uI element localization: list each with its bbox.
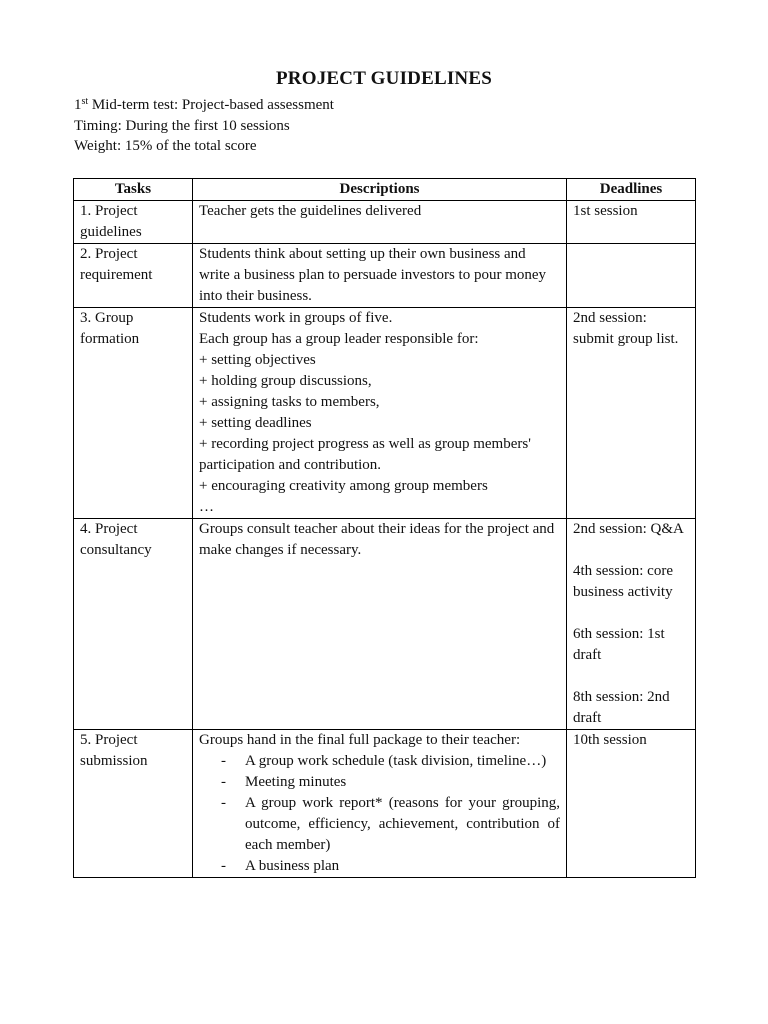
responsibility-item: + setting deadlines <box>199 415 312 431</box>
responsibility-item: + assigning tasks to members, <box>199 394 380 410</box>
table-row <box>74 730 696 878</box>
guidelines-table <box>73 178 696 878</box>
task-cell: 1. Project guidelines <box>74 201 193 244</box>
deadline-line: 1st session <box>573 203 638 219</box>
deadline-line: 6th session: 1st draft <box>573 626 665 663</box>
table-row <box>74 201 696 244</box>
deadline-cell <box>567 201 696 244</box>
deadline-cell <box>567 308 696 519</box>
table-row <box>74 244 696 308</box>
header-tasks: Tasks <box>74 179 193 201</box>
assessment-type-line <box>74 95 334 116</box>
page-title: PROJECT GUIDELINES <box>276 68 492 89</box>
header-deadlines: Deadlines <box>567 179 696 201</box>
task-cell: 2. Project requirement <box>74 244 193 308</box>
list-item: - A group work schedule (task division, timeline…) <box>199 751 560 772</box>
ordinal-suffix: st <box>81 96 89 107</box>
deadline-line: 4th session: core business activity <box>573 563 673 600</box>
task-cell: 5. Project submission <box>74 730 193 878</box>
deadline-line: 2nd session: submit group list. <box>573 310 679 347</box>
weight-line: Weight: 15% of the total score <box>74 138 257 154</box>
list-item: - A business plan <box>199 856 560 877</box>
ordinal-number: 1 <box>74 97 82 113</box>
description-cell <box>193 201 567 244</box>
responsibility-item: + holding group discussions, <box>199 373 372 389</box>
deadline-cell <box>567 519 696 730</box>
description-line: Students think about setting up their own business and write a business plan to persuade investors to pour money into their business. <box>199 246 547 304</box>
assessment-info <box>74 95 334 157</box>
task-cell: 3. Group formation <box>74 308 193 519</box>
table-row <box>74 519 696 730</box>
table-row <box>74 308 696 519</box>
timing-line: Timing: During the first 10 sessions <box>74 117 290 134</box>
header-descriptions: Descriptions <box>193 179 567 201</box>
deadline-line: 2nd session: Q&A <box>573 521 684 537</box>
description-line: Students work in groups of five. <box>199 310 393 326</box>
responsibility-item: + setting objectives <box>199 352 316 368</box>
description-cell <box>193 519 567 730</box>
description-line: Teacher gets the guidelines delivered <box>199 203 422 219</box>
deadline-line: 10th session <box>573 732 647 748</box>
responsibility-item: + recording project progress as well as group members' participation and contribution. <box>199 436 531 473</box>
list-item: - Meeting minutes <box>199 772 560 793</box>
list-item: - A group work report* (reasons for your grouping, outcome, efficiency, achievement, contribution of each member) <box>199 793 560 856</box>
task-cell: 4. Project consultancy <box>74 519 193 730</box>
description-line: Groups consult teacher about their ideas for the project and make changes if necessary. <box>199 521 555 558</box>
deadline-line: 8th session: 2nd draft <box>573 689 670 726</box>
responsibility-item: + encouraging creativity among group members <box>199 478 488 494</box>
deadline-cell <box>567 730 696 878</box>
description-cell <box>193 244 567 308</box>
description-cell <box>193 308 567 519</box>
ellipsis: … <box>199 499 214 515</box>
description-cell <box>193 730 567 878</box>
assessment-type-text: Mid-term test: Project-based assessment <box>88 97 334 113</box>
description-line: Each group has a group leader responsible for: <box>199 331 479 347</box>
package-list <box>199 751 560 877</box>
description-line: Groups hand in the final full package to their teacher: <box>199 732 521 748</box>
deadline-cell <box>567 244 696 308</box>
table-header-row <box>74 179 696 201</box>
